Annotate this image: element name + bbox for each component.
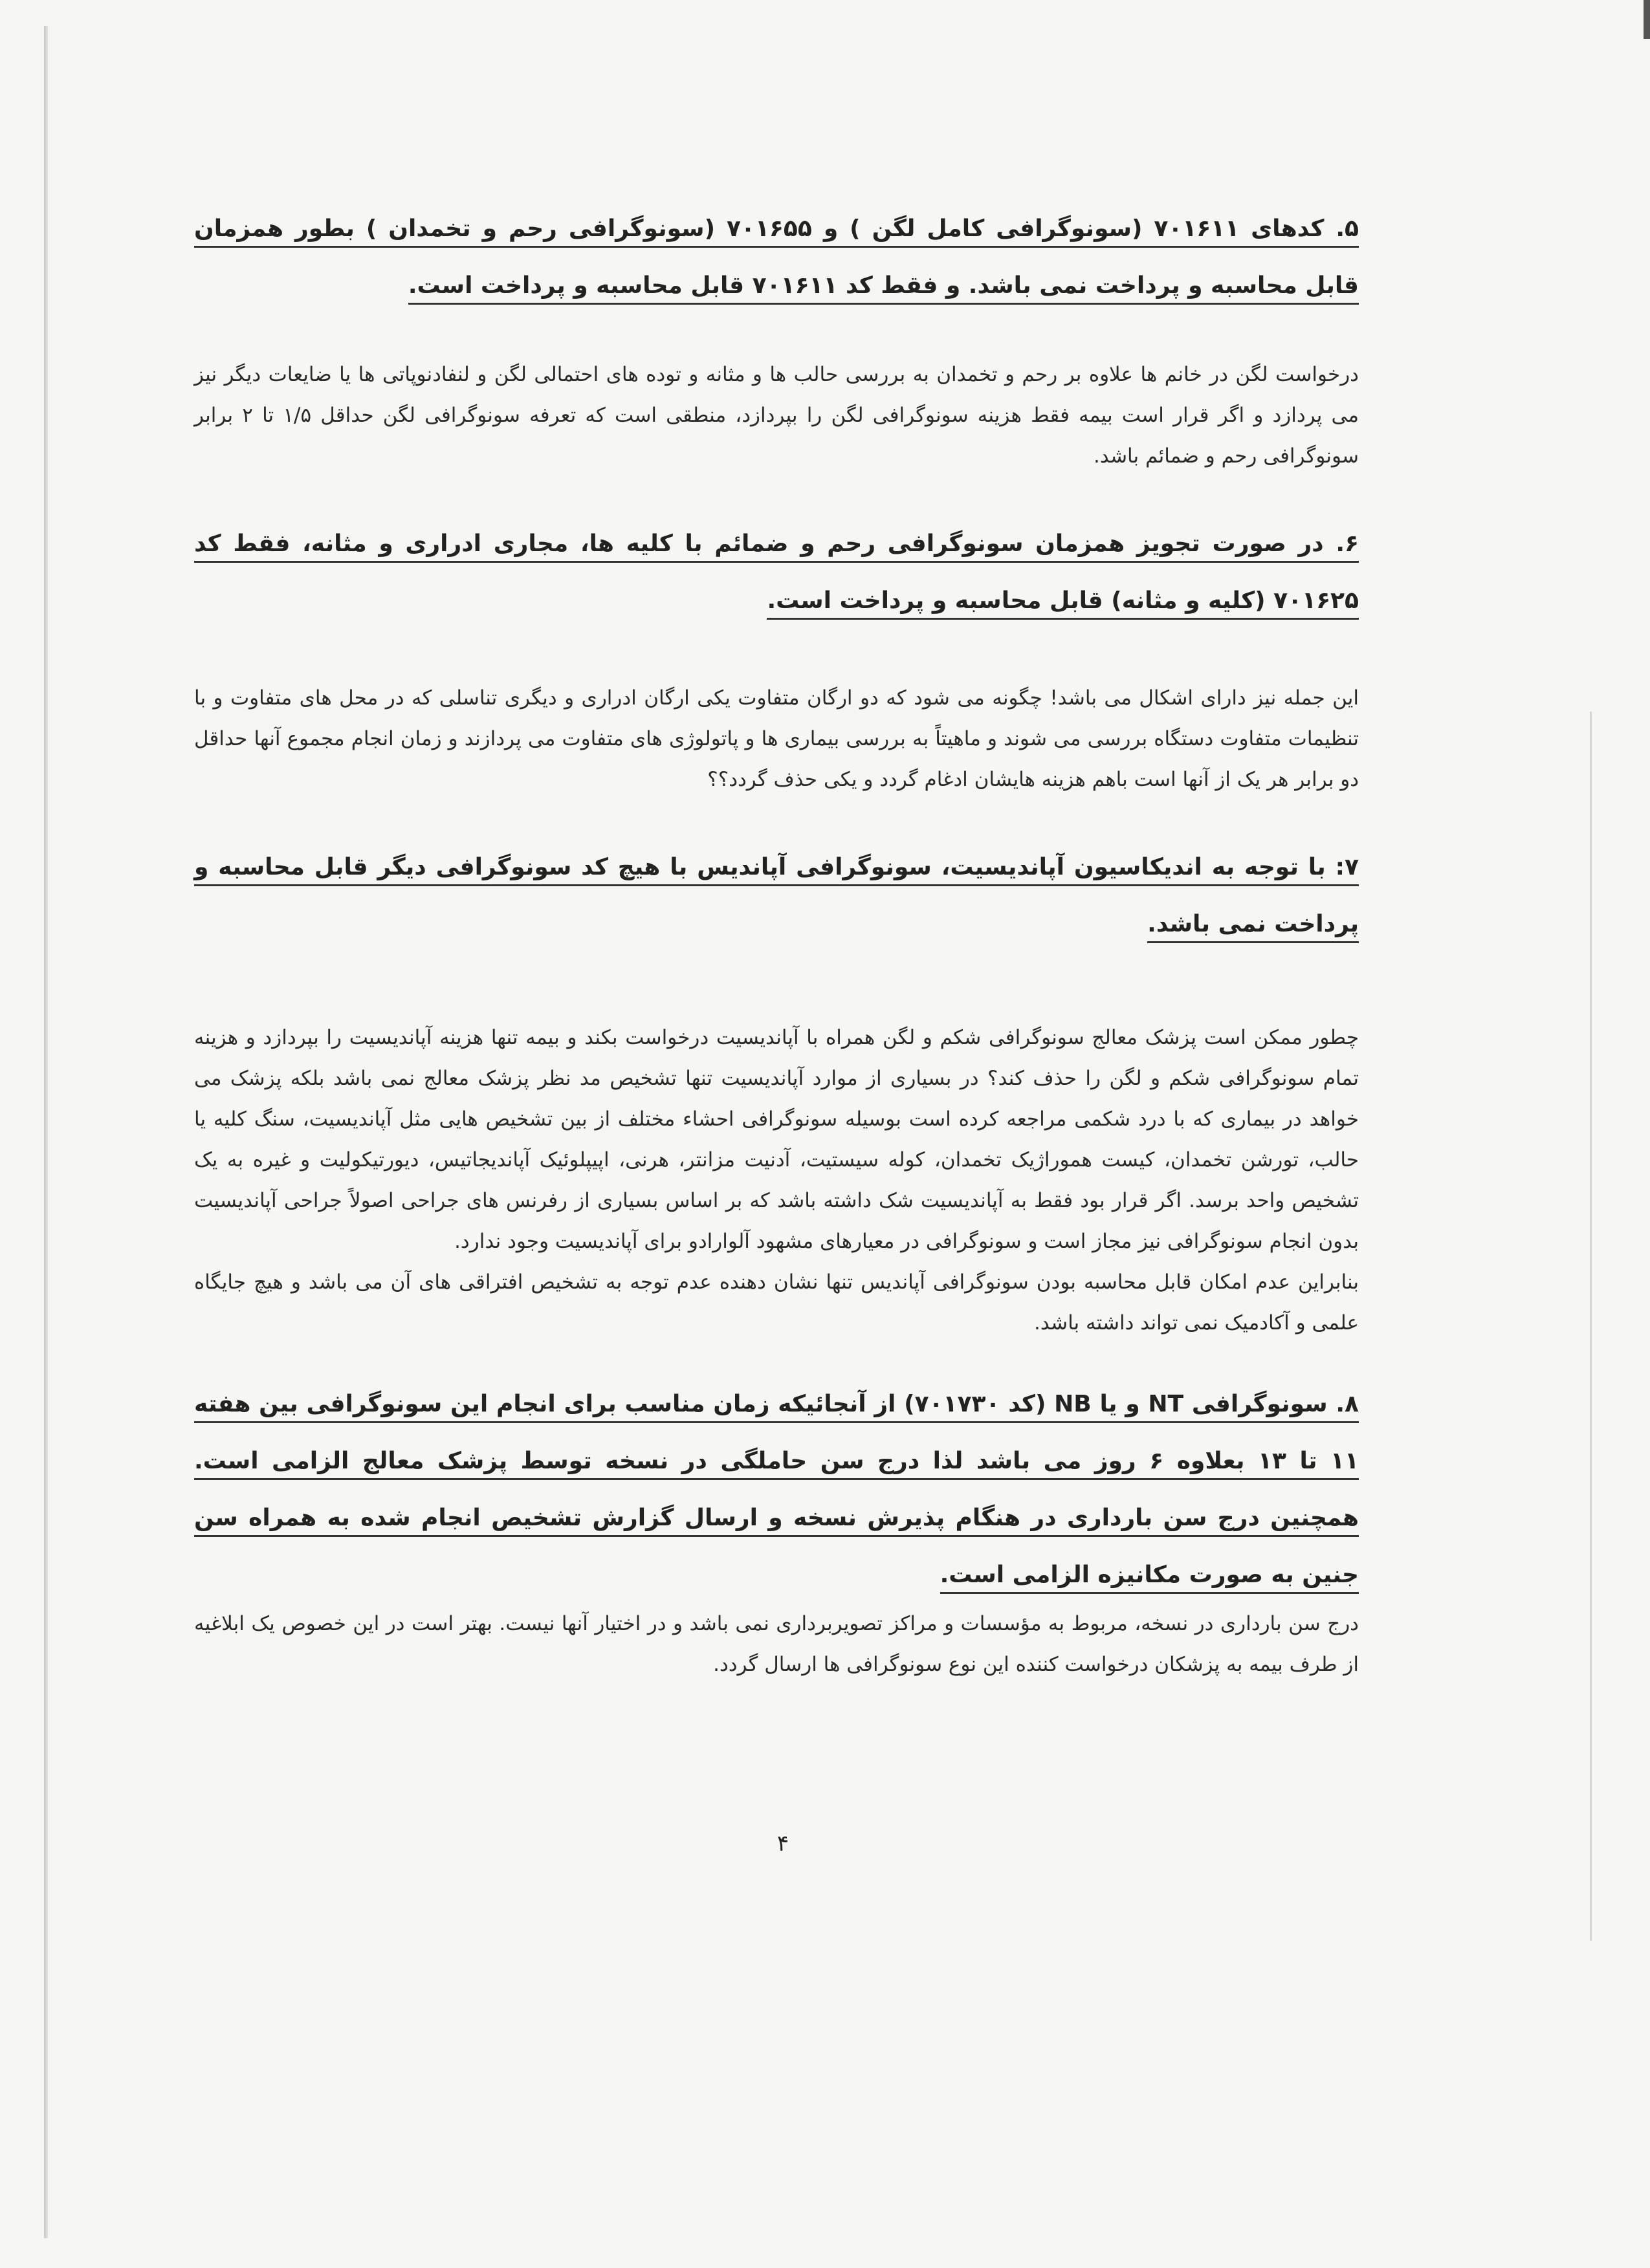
section-5 [194, 201, 1359, 477]
section-7-heading-text: ۷: با توجه به اندیکاسیون آپاندیسیت، سونوگرافی آپاندیس با هیچ کد سونوگرافی دیگر قابل محاسبه و پرداخت نمی باشد. [194, 854, 1359, 943]
section-6 [194, 516, 1359, 800]
scan-shadow-right [1590, 712, 1592, 1941]
section-5-heading-text: ۵. کدهای ۷۰۱۶۱۱ (سونوگرافی کامل لگن ) و ۷۰۱۶۵۵ (سونوگرافی رحم و تخمدان ) بطور همزمان قابل محاسبه و پرداخت نمی باشد. و فقط کد ۷۰۱۶۱۱ قابل محاسبه و پرداخت است. [194, 215, 1359, 305]
document-page [194, 194, 1359, 1685]
section-7-paragraph-2: بنابراین عدم امکان قابل محاسبه بودن سونوگرافی آپاندیس تنها نشان دهنده عدم توجه به تشخیص افتراقی های آن می باشد و هیچ جایگاه علمی و آکادمیک نمی تواند داشته باشد. [194, 1270, 1359, 1335]
section-8-paragraph: درج سن بارداری در نسخه، مربوط به مؤسسات و مراکز تصویربرداری نمی باشد و در اختیار آنها نیست. بهتر است در این خصوص یک ابلاغیه از طرف بیمه به پزشکان درخواست کننده این نوع سونوگرافی ها ارسال گردد. [194, 1612, 1359, 1676]
section-8-heading-text: ۸. سونوگرافی NT و یا NB (کد ۷۰۱۷۳۰) از آنجائیکه زمان مناسب برای انجام این سونوگرافی بین هفته ۱۱ تا ۱۳ بعلاوه ۶ روز می باشد لذا درج سن حاملگی در نسخه توسط پزشک معالج الزامی است. همچنین درج سن بارداری در هنگام پذیرش نسخه و ارسال گزارش تشخیص انجام شده به همراه سن جنین به صورت مکانیزه الزامی است. [194, 1391, 1359, 1594]
section-8 [194, 1376, 1359, 1685]
section-5-heading [194, 201, 1359, 314]
section-5-paragraph: درخواست لگن در خانم ها علاوه بر رحم و تخمدان به بررسی حالب ها و مثانه و توده های احتمالی لگن و لنفادنوپاتی ها یا ضایعات دیگر نیز می پردازد و اگر قرار است بیمه فقط هزینه سونوگرافی لگن را بپردازد، منطقی است که تعرفه سونوگرافی لگن حداقل ۱/۵ تا ۲ برابر سونوگرافی رحم و ضمائم باشد. [194, 363, 1359, 468]
scan-shadow-left [44, 26, 48, 2238]
section-8-heading [194, 1376, 1359, 1604]
section-6-paragraph: این جمله نیز دارای اشکال می باشد! چگونه می شود که دو ارگان متفاوت یکی ارگان ادراری و دیگری تناسلی که در محل های متفاوت و با تنظیمات متفاوت دستگاه بررسی می شوند و ماهیتاً به بررسی بیماری ها و پاتولوژی های متفاوت می پردازند و زمان انجام مجموع آنها حداقل دو برابر هر یک از آنها است باهم هزینه هایشان ادغام گردد و یکی حذف گردد؟؟ [194, 686, 1359, 791]
scan-shadow-right-top [1644, 0, 1650, 39]
section-7-heading [194, 839, 1359, 953]
section-6-heading [194, 516, 1359, 629]
section-6-heading-text: ۶. در صورت تجویز همزمان سونوگرافی رحم و ضمائم با کلیه ها، مجاری ادراری و مثانه، فقط کد ۷۰۱۶۲۵ (کلیه و مثانه) قابل محاسبه و پرداخت است. [194, 530, 1359, 620]
section-7 [194, 839, 1359, 1344]
page-number: ۴ [776, 1831, 789, 1857]
section-7-paragraph: چطور ممکن است پزشک معالج سونوگرافی شکم و لگن همراه با آپاندیسیت درخواست بکند و بیمه تنها هزینه آپاندیسیت را بپردازد و هزینه تمام سونوگرافی شکم و لگن را حذف کند؟ در بسیاری از موارد آپاندیسیت تنها تشخیص مد نظر پزشک معالج نمی باشد بلکه پزشک می خواهد در بیماری که با درد شکمی مراجعه کرده است بوسیله سونوگرافی احشاء مختلف از بین تشخیص هایی مثل آپاندیسیت، سنگ کلیه یا حالب، تورشن تخمدان، کیست هموراژیک تخمدان، کوله سیستیت، آدنیت مزانتر، هرنی، اپیپلوئیک آپاندیجاتیس، دیورتیکولیت و غیره به یک تشخیص واحد برسد. اگر قرار بود فقط به آپاندیسیت شک داشته باشد که بر اساس بسیاری از رفرنس های جراحی اصولاً جراحی آپاندیسیت بدون انجام سونوگرافی نیز مجاز است و سونوگرافی در معیارهای مشهود آلوارادو برای آپاندیسیت وجود ندارد. [194, 1026, 1359, 1253]
